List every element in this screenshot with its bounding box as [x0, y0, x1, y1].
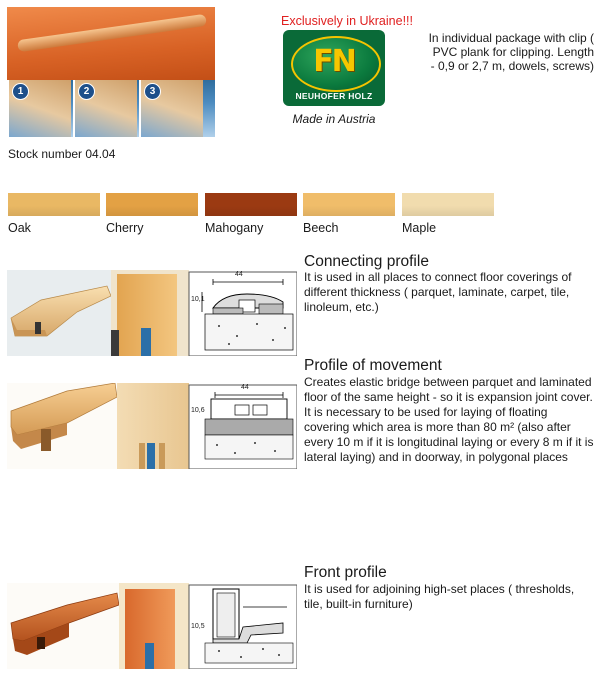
exclusive-notice: Exclusively in Ukraine!!!	[281, 14, 413, 28]
swatch-maple	[402, 193, 494, 216]
width-dimension: 44	[235, 271, 243, 278]
height-dimension: 10,5	[191, 623, 205, 630]
stock-number: Stock number 04.04	[8, 147, 116, 161]
step-1-panel	[7, 80, 71, 137]
connecting-profile-illustration	[7, 270, 297, 356]
width-dimension: 44	[241, 384, 249, 391]
swatch-mahogany	[205, 193, 297, 216]
height-dimension: 10,1	[191, 296, 205, 303]
step-2-panel	[73, 80, 137, 137]
height-dimension: 10,6	[191, 407, 205, 414]
installation-photo	[7, 7, 215, 137]
swatch-label-cherry: Cherry	[106, 221, 144, 235]
package-description: In individual package with clip ( PVC plank for clipping. Length - 0,9 or 2,7 m, dowels, screws)	[428, 31, 594, 73]
front-profile-illustration	[7, 583, 297, 669]
step-number: 2	[78, 83, 95, 100]
swatch-label-mahogany: Mahogany	[205, 221, 264, 235]
step-3-panel	[139, 80, 203, 137]
movement-profile-title: Profile of movement	[304, 357, 442, 374]
swatch-oak	[8, 193, 100, 216]
front-profile-title: Front profile	[304, 564, 387, 581]
swatch-cherry	[106, 193, 198, 216]
step-number: 1	[12, 83, 29, 100]
swatch-beech	[303, 193, 395, 216]
front-profile-image	[7, 583, 297, 669]
logo-letters: FN	[313, 44, 355, 79]
logo-brand-text: NEUHOFER HOLZ	[295, 91, 373, 101]
step-number: 3	[144, 83, 161, 100]
connecting-profile-image	[7, 270, 297, 356]
movement-profile-illustration	[7, 383, 297, 469]
connecting-profile-description: It is used in all places to connect floor coverings of different thickness ( parquet, laminate, carpet, tile, linoleum, etc.)	[304, 270, 572, 314]
neuhofer-logo	[283, 30, 385, 106]
made-in-label: Made in Austria	[292, 112, 376, 126]
movement-profile-description: Creates elastic bridge between parquet and laminated floor of the same height - so it is expansion joint cover. It is necessary to be used for laying of floating covering which area is more than 80 m² (also after every 10 m if it is longitudinal laying or every 8 m if it is lateral laying) and in doorway, in polygonal places	[304, 375, 594, 464]
swatch-label-oak: Oak	[8, 221, 31, 235]
connecting-profile-title: Connecting profile	[304, 253, 429, 270]
movement-profile-image	[7, 383, 297, 469]
swatch-label-beech: Beech	[303, 221, 339, 235]
front-profile-description: It is used for adjoining high-set places ( thresholds, tile, built-in furniture)	[304, 582, 575, 611]
swatch-label-maple: Maple	[402, 221, 437, 235]
